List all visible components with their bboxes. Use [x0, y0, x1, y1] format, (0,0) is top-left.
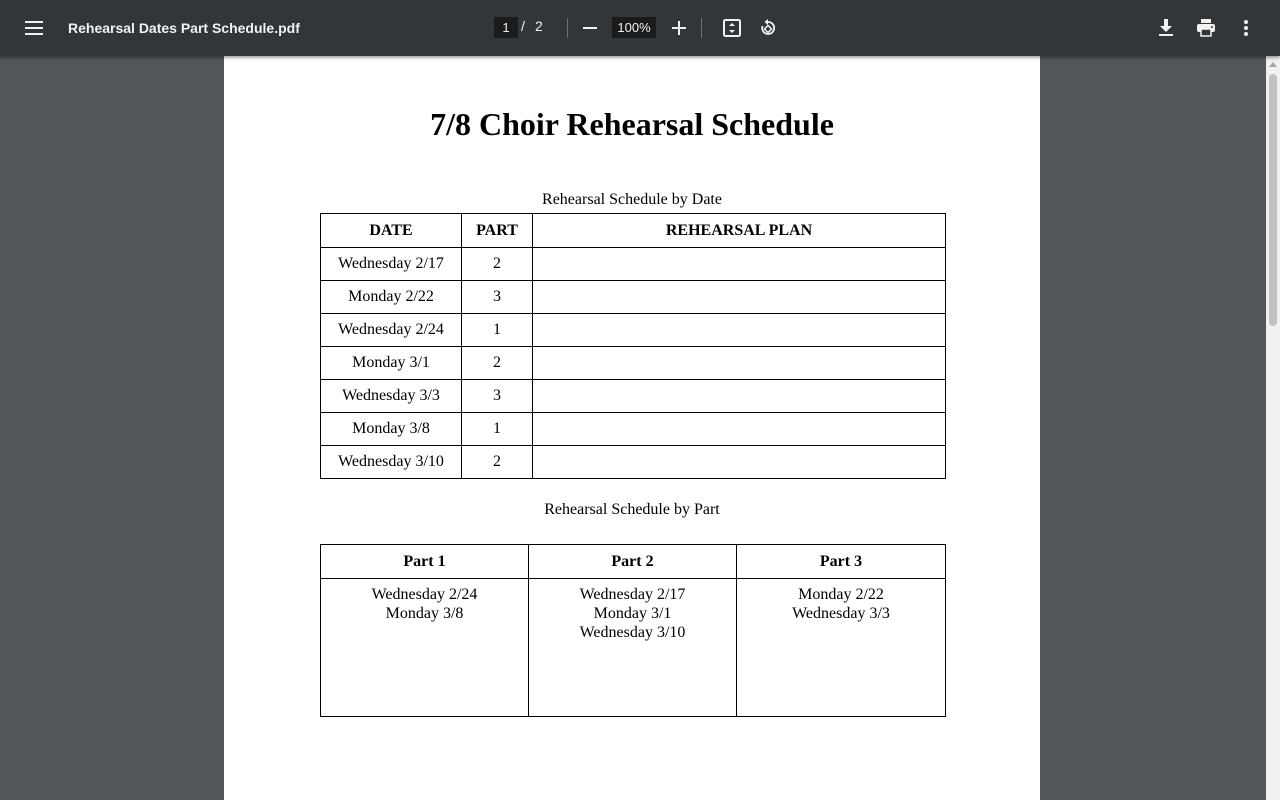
- plan-cell: [533, 413, 946, 446]
- date-cell: Monday 3/8: [321, 413, 462, 446]
- list-item: Wednesday 2/24: [371, 586, 478, 603]
- part-cell: 2: [462, 347, 533, 380]
- plan-cell: [533, 446, 946, 479]
- plus-icon: [672, 21, 686, 35]
- date-cell: Wednesday 3/10: [321, 446, 462, 479]
- document-title: 7/8 Choir Rehearsal Schedule: [430, 106, 834, 142]
- toolbar-divider: [567, 18, 568, 38]
- by-part-caption: Rehearsal Schedule by Part: [544, 501, 720, 518]
- column-header-part-1: Part 1: [321, 545, 529, 579]
- part-cell: 3: [462, 281, 533, 314]
- part-cell: 1: [462, 413, 533, 446]
- zoom-out-button[interactable]: [570, 8, 610, 48]
- by-date-caption: Rehearsal Schedule by Date: [542, 191, 722, 208]
- table-row: [321, 413, 946, 446]
- fit-page-icon: [723, 19, 741, 37]
- plan-cell: [533, 380, 946, 413]
- pdf-page: [224, 56, 1040, 800]
- column-header-date: DATE: [321, 214, 462, 248]
- part-1-dates-cell: [321, 579, 529, 717]
- column-header-part: PART: [462, 214, 533, 248]
- pdf-toolbar: [0, 0, 1280, 56]
- scroll-up-arrow-icon[interactable]: [1269, 62, 1277, 67]
- plan-cell: [533, 347, 946, 380]
- part-cell: 3: [462, 380, 533, 413]
- list-item: Wednesday 2/17: [579, 586, 686, 603]
- part-cell: 2: [462, 248, 533, 281]
- zoom-in-button[interactable]: [659, 8, 699, 48]
- scrollbar-thumb[interactable]: [1269, 74, 1277, 326]
- column-header-part-2: Part 2: [529, 545, 737, 579]
- table-header-row: [321, 214, 946, 248]
- total-pages: 2: [535, 18, 543, 34]
- date-cell: Wednesday 2/17: [321, 248, 462, 281]
- date-cell: Monday 3/1: [321, 347, 462, 380]
- download-icon: [1158, 19, 1174, 37]
- printer-icon: [1196, 19, 1216, 37]
- part-cell: 1: [462, 314, 533, 347]
- rotate-counterclockwise-icon: [759, 19, 777, 37]
- minus-icon: [583, 21, 597, 35]
- part-2-dates-cell: [529, 579, 737, 717]
- column-header-rehearsal-plan: REHEARSAL PLAN: [533, 214, 946, 248]
- schedule-by-date-table: [320, 213, 946, 479]
- date-cell: Monday 2/22: [321, 281, 462, 314]
- part-cell: 2: [462, 446, 533, 479]
- page-separator: /: [521, 18, 525, 34]
- list-item: Wednesday 3/3: [792, 605, 890, 622]
- print-button[interactable]: [1186, 8, 1226, 48]
- column-header-part-3: Part 3: [737, 545, 946, 579]
- table-row: [321, 248, 946, 281]
- list-item: Wednesday 3/10: [579, 624, 686, 641]
- rotate-button[interactable]: [748, 8, 788, 48]
- table-row: [321, 347, 946, 380]
- fit-to-page-button[interactable]: [712, 8, 752, 48]
- date-cell: Wednesday 3/3: [321, 380, 462, 413]
- table-row: [321, 579, 946, 717]
- download-button[interactable]: [1146, 8, 1186, 48]
- plan-cell: [533, 314, 946, 347]
- list-item: Monday 2/22: [798, 586, 884, 603]
- list-item: Monday 3/8: [385, 605, 464, 622]
- date-cell: Wednesday 2/24: [321, 314, 462, 347]
- plan-cell: [533, 248, 946, 281]
- more-actions-button[interactable]: [1226, 8, 1266, 48]
- plan-cell: [533, 281, 946, 314]
- table-row: [321, 380, 946, 413]
- toolbar-divider: [701, 18, 702, 38]
- current-page-input[interactable]: [494, 17, 518, 38]
- menu-button[interactable]: [14, 8, 54, 48]
- part-3-dates-cell: [737, 579, 946, 717]
- list-item: Monday 3/1: [593, 605, 672, 622]
- table-row: [321, 446, 946, 479]
- table-row: [321, 281, 946, 314]
- schedule-by-part-table: [320, 544, 946, 717]
- hamburger-menu-icon: [25, 21, 43, 35]
- table-row: [321, 314, 946, 347]
- zoom-level-input[interactable]: [612, 17, 656, 38]
- more-vertical-icon: [1244, 20, 1248, 36]
- table-header-row: [321, 545, 946, 579]
- file-name: Rehearsal Dates Part Schedule.pdf: [68, 20, 300, 36]
